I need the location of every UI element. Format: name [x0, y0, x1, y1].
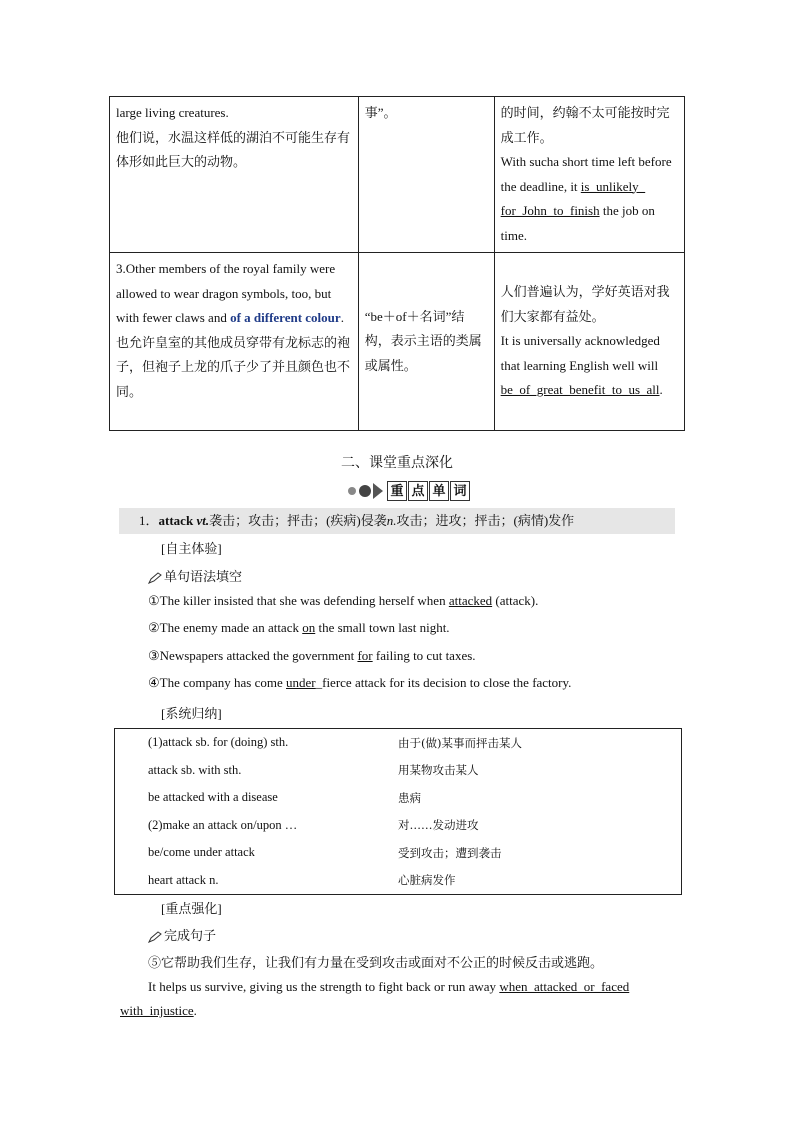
translation-en: With sucha short time left before the deadline, it is_unlikely_ for_John_to_finish the job on time.	[500, 154, 672, 243]
translation-en: It is universally acknowledged that learning English well will be_of_great_benefit_to_us_all.	[500, 333, 663, 398]
exercise-sentence: ②The enemy made an attack on the small town last night.	[148, 620, 450, 635]
table-row: heart attack n. 心脏病发作	[148, 872, 456, 888]
sentence-zh: 他们说，水温这样低的湖泊不可能生存有体形如此巨大的动物。	[116, 129, 351, 169]
table-row	[110, 253, 685, 431]
pencil-icon	[148, 572, 162, 584]
table-cell	[110, 253, 359, 431]
dot-icon	[359, 485, 371, 497]
table-row: attack sb. with sth. 用某物攻击某人	[148, 762, 479, 778]
answer-blank: with_injustice	[120, 1003, 194, 1018]
banner-char: 单	[429, 481, 449, 501]
banner-char: 点	[408, 481, 428, 501]
section-banner	[348, 480, 471, 502]
arrow-icon	[373, 483, 383, 499]
table-row: be/come under attack 受到攻击；遭到袭击	[148, 845, 502, 860]
translation-zh: 的时间，约翰不太可能按时完成工作。	[500, 105, 670, 145]
exercise-sentence: ③Newspapers attacked the government for failing to cut taxes.	[148, 648, 476, 663]
exercise-sentence: ④The company has come under_fierce attack for its decision to close the factory.	[148, 675, 572, 690]
dot-icon	[348, 487, 356, 495]
answer-blank: is_unlikely_ for_John_to_finish	[500, 178, 646, 218]
summary-table	[114, 728, 682, 895]
table-row: (2)make an attack on/upon … 对……发动进攻	[148, 817, 479, 833]
answer-blank: attacked	[448, 593, 493, 608]
banner-char: 重	[387, 481, 407, 501]
table-row: be attacked with a disease 患病	[148, 790, 421, 805]
exercise-sentence: with_injustice.	[120, 1003, 197, 1018]
exercise-sentence: ①The killer insisted that she was defending herself when attacked (attack).	[148, 593, 539, 608]
exercise-sentence: It helps us survive, giving us the strength to fight back or run away when_attacked_or_faced	[148, 979, 630, 994]
table-row: (1)attack sb. for (doing) sth. 由于(做)某事而抨击某人	[148, 735, 522, 750]
sentence-en: large living creatures.	[116, 105, 229, 120]
answer-blank: on	[302, 620, 316, 635]
section-title: 二、课堂重点深化	[341, 456, 453, 471]
key-phrase: of a different colour	[230, 310, 341, 325]
table-cell	[358, 253, 494, 431]
banner-char: 词	[450, 481, 470, 501]
answer-blank: when_attacked_or_faced	[499, 979, 630, 994]
exercise-title: 完成句子	[148, 925, 216, 944]
subheading: [自主体验]	[161, 541, 222, 556]
translation-zh: 人们普遍认为，学好英语对我们大家都有益处。	[500, 284, 670, 324]
explanation: “be＋of＋名词”结构，表示主语的类属或属性。	[364, 308, 482, 373]
answer-blank: be_of_great_benefit_to_us_all	[500, 382, 660, 398]
sentence-en: 3.Other members of the royal family were allowed to wear dragon symbols, too, but with fewer claws and of a different colour.	[116, 261, 344, 325]
subheading: [系统归纳]	[161, 706, 222, 721]
sentence-zh: 也允许皇室的其他成员穿带有龙标志的袍子，但袍子上龙的爪子少了并且颜色也不同。	[116, 334, 351, 399]
table-cell	[494, 97, 684, 253]
pencil-icon	[148, 931, 162, 943]
exercise-sentence-zh: ⑤它帮助我们生存，让我们有力量在受到攻击或面对不公正的时候反击或逃跑。	[148, 955, 604, 970]
table-cell	[110, 97, 359, 253]
explanation: 事”。	[364, 105, 397, 120]
example-table	[109, 96, 685, 431]
exercise-title: 单句语法填空	[148, 566, 242, 585]
vocab-heading: 1．attack vt.袭击；攻击；抨击；(疾病)侵袭n.攻击；进攻；抨击；(病情)发作	[119, 508, 675, 534]
answer-blank: for	[357, 648, 373, 663]
subheading: [重点强化]	[161, 901, 222, 916]
table-row	[110, 97, 685, 253]
vocab-word: attack	[158, 513, 194, 528]
table-cell	[494, 253, 684, 431]
table-cell	[358, 97, 494, 253]
answer-blank: under	[286, 675, 316, 690]
